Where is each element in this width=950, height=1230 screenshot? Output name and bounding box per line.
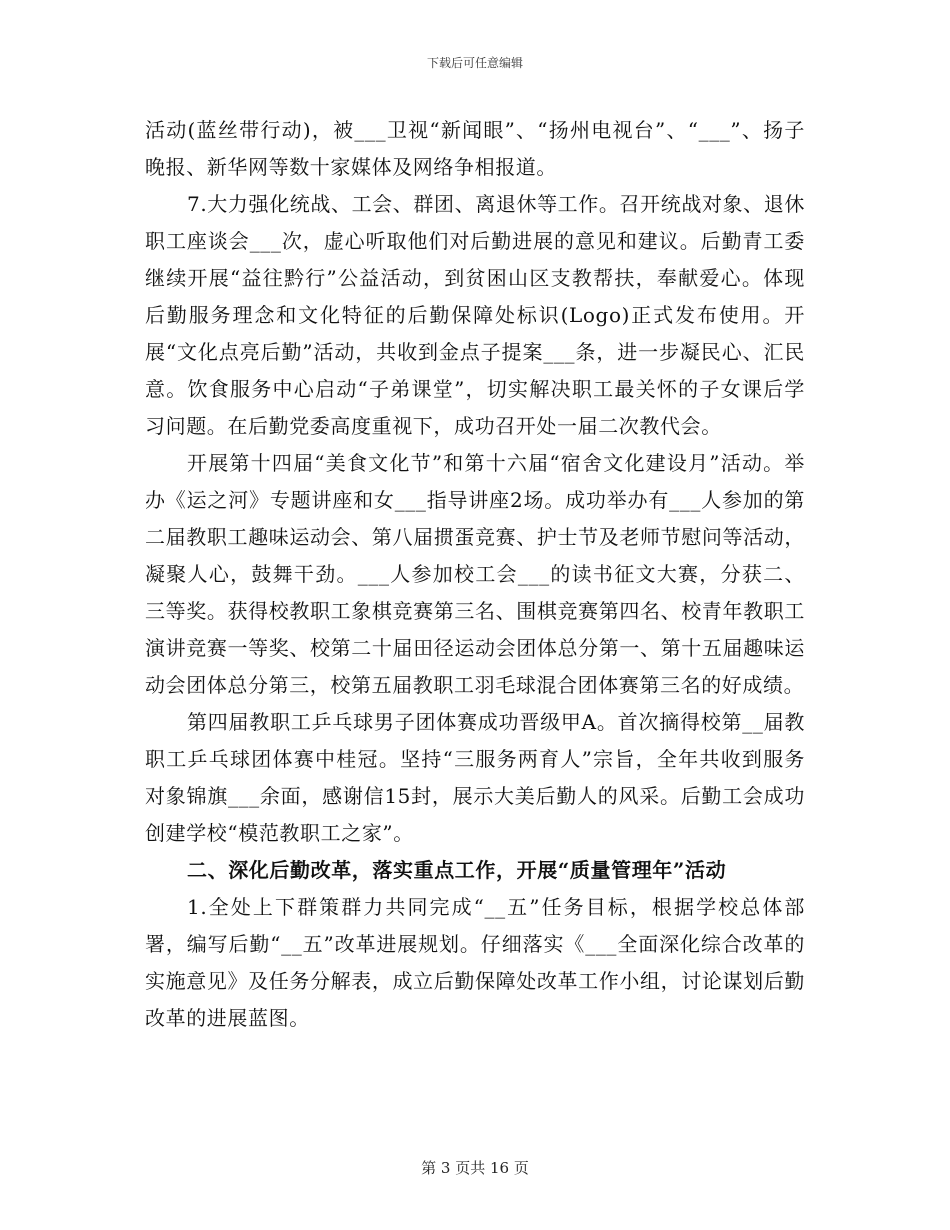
paragraph-table-tennis: 第四届教职工乒乓球男子团体赛成功晋级甲A。首次摘得校第__届教职工乒乓球团体赛中桂冠。坚持“三服务两育人”宗旨，全年共收到服务对象锦旗___余面，感谢信15封，展示大美后勤人的风采。后勤工会成功创建学校“模范教职工之家”。 (145, 710, 805, 845)
paragraph-item-7: 7.大力强化统战、工会、群团、离退休等工作。召开统战对象、退休职工座谈会___次，虚心听取他们对后勤进展的意见和建议。后勤青工委继续开展“益往黔行”公益活动，到贫困山区支教帮扶，奉献爱心。体现后勤服务理念和文化特征的后勤保障处标识(Logo)正式发布使用。开展“文化点亮后勤”活动，共收到金点子提案___条，进一步凝民心、汇民意。饮食服务中心启动“子弟课堂”，切实解决职工最关怀的子女课后学习问题。在后勤党委高度重视下，成功召开处一届二次教代会。 (145, 192, 805, 438)
paragraph-continued: 活动(蓝丝带行动)，被___卫视“新闻眼”、“扬州电视台”、“___”、扬子晚报、新华网等数十家媒体及网络争相报道。 (145, 118, 805, 179)
section-heading: 二、深化后勤改革，落实重点工作，开展“质量管理年”活动 (187, 858, 727, 882)
page-footer: 第 3 页共 16 页 (421, 1159, 529, 1177)
document-body (145, 112, 805, 1037)
paragraph-section-item-1: 1.全处上下群策群力共同完成“__五”任务目标，根据学校总体部署，编写后勤“__五”改革进展规划。仔细落实《___全面深化综合改革的实施意见》及任务分解表，成立后勤保障处改革工作小组，讨论谋划后勤改革的进展蓝图。 (145, 895, 805, 1030)
paragraph-culture-activities: 开展第十四届“美食文化节”和第十六届“宿舍文化建设月”活动。举办《运之河》专题讲座和女___指导讲座2场。成功举办有___人参加的第二届教职工趣味运动会、第八届掼蛋竞赛、护士节及老师节慰问等活动，凝聚人心，鼓舞干劲。___人参加校工会___的读书征文大赛，分获二、三等奖。获得校教职工象棋竞赛第三名、围棋竞赛第四名、校青年教职工演讲竞赛一等奖、校第二十届田径运动会团体总分第一、第十五届趣味运动会团体总分第三，校第五届教职工羽毛球混合团体赛第三名的好成绩。 (145, 451, 805, 697)
page-header: 下载后可任意编辑 (426, 56, 523, 70)
